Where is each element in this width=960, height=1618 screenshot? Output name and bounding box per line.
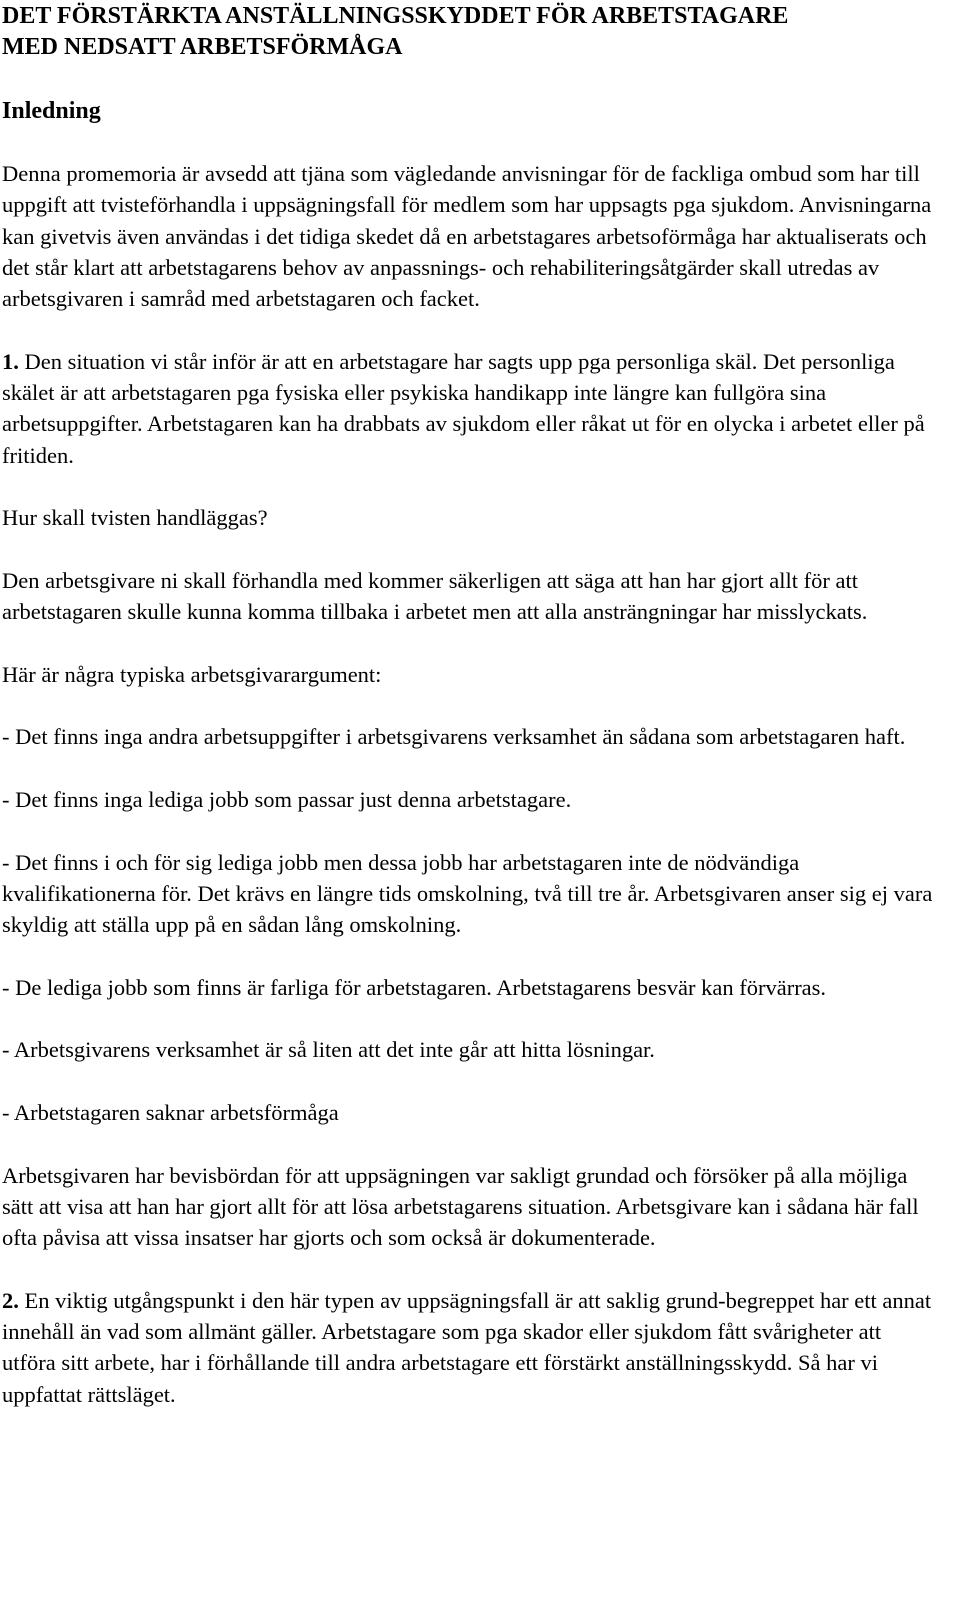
point-2-number: 2. xyxy=(2,1287,19,1313)
point-1-paragraph xyxy=(2,346,940,471)
question-paragraph: Hur skall tvisten handläggas? xyxy=(2,505,268,531)
argument-item-4: - De lediga jobb som finns är farliga för arbetstagaren. Arbetstagarens besvär kan förvärras. xyxy=(2,974,827,1000)
section-heading: Inledning xyxy=(2,98,101,124)
argument-item-6: - Arbetstagaren saknar arbetsförmåga xyxy=(2,1099,339,1125)
argument-item-1: - Det finns inga andra arbetsuppgifter i arbetsgivarens verksamhet än sådana som arbetstagaren haft. xyxy=(2,724,906,750)
point-2-text: En viktig utgångspunkt i den här typen av uppsägningsfall är att saklig grund-begreppet har ett annat innehåll än vad som allmänt gäller. Arbetstagare som pga skador eller sjukdom fått svårigheter att utföra sitt arbete, har i förhållande till andra arbetstagare ett förstärkt anställningsskydd. Så har vi uppfattat rättsläget. xyxy=(2,1287,932,1407)
point-1-text: Den situation vi står inför är att en arbetstagare har sagts upp pga personliga skäl. Det personliga skälet är att arbetstagaren pga fysiska eller psykiska handikapp inte längre kan fullgöra sina arbetsuppgifter. Arbetstagaren kan ha drabbats av sjukdom eller råkat ut för en olycka i arbetet eller på fritiden. xyxy=(2,348,925,468)
intro-paragraph: Denna promemoria är avsedd att tjäna som vägledande anvisningar för de fackliga ombud som har till uppgift att tvisteförhandla i uppsägningsfall för medlem som har uppsagts pga sjukdom. Anvisningarna kan givetvis även användas i det tidiga skedet då en arbetstagares arbetsoförmåga har aktualiserats och det står klart att arbetstagarens behov av anpassnings- och rehabiliteringsåtgärder skall utredas av arbetsgivaren i samråd med arbetstagaren och facket. xyxy=(2,161,932,312)
arguments-intro: Här är några typiska arbetsgivarargument: xyxy=(2,661,382,687)
argument-item-3: - Det finns i och för sig lediga jobb men dessa jobb har arbetstagaren inte de nödvändiga kvalifikationerna för. Det krävs en längre tids omskolning, två till tre år. Arbetsgivaren anser sig ej vara skyldig att ställa upp på en sådan lång omskolning. xyxy=(2,849,933,938)
document-title xyxy=(2,0,940,63)
point-2-paragraph xyxy=(2,1285,940,1410)
document-title-line-1: DET FÖRSTÄRKTA ANSTÄLLNINGSSKYDDET FÖR ARBETSTAGARE xyxy=(2,3,789,29)
argument-item-5: - Arbetsgivarens verksamhet är så liten att det inte går att hitta lösningar. xyxy=(2,1037,655,1063)
document-title-line-2: MED NEDSATT ARBETSFÖRMÅGA xyxy=(2,34,403,60)
argument-item-2: - Det finns inga lediga jobb som passar just denna arbetstagare. xyxy=(2,786,572,812)
employer-paragraph: Den arbetsgivare ni skall förhandla med kommer säkerligen att säga att han har gjort allt för att arbetstagaren skulle kunna komma tillbaka i arbetet men att alla ansträngningar har misslyckats. xyxy=(2,567,868,625)
point-1-number: 1. xyxy=(2,348,19,374)
burden-of-proof-paragraph: Arbetsgivaren har bevisbördan för att uppsägningen var sakligt grundad och försöker på alla möjliga sätt att visa att han har gjort allt för att lösa arbetstagarens situation. Arbetsgivare kan i sådana här fall ofta påvisa att vissa insatser har gjorts och som också är dokumenterade. xyxy=(2,1162,919,1251)
